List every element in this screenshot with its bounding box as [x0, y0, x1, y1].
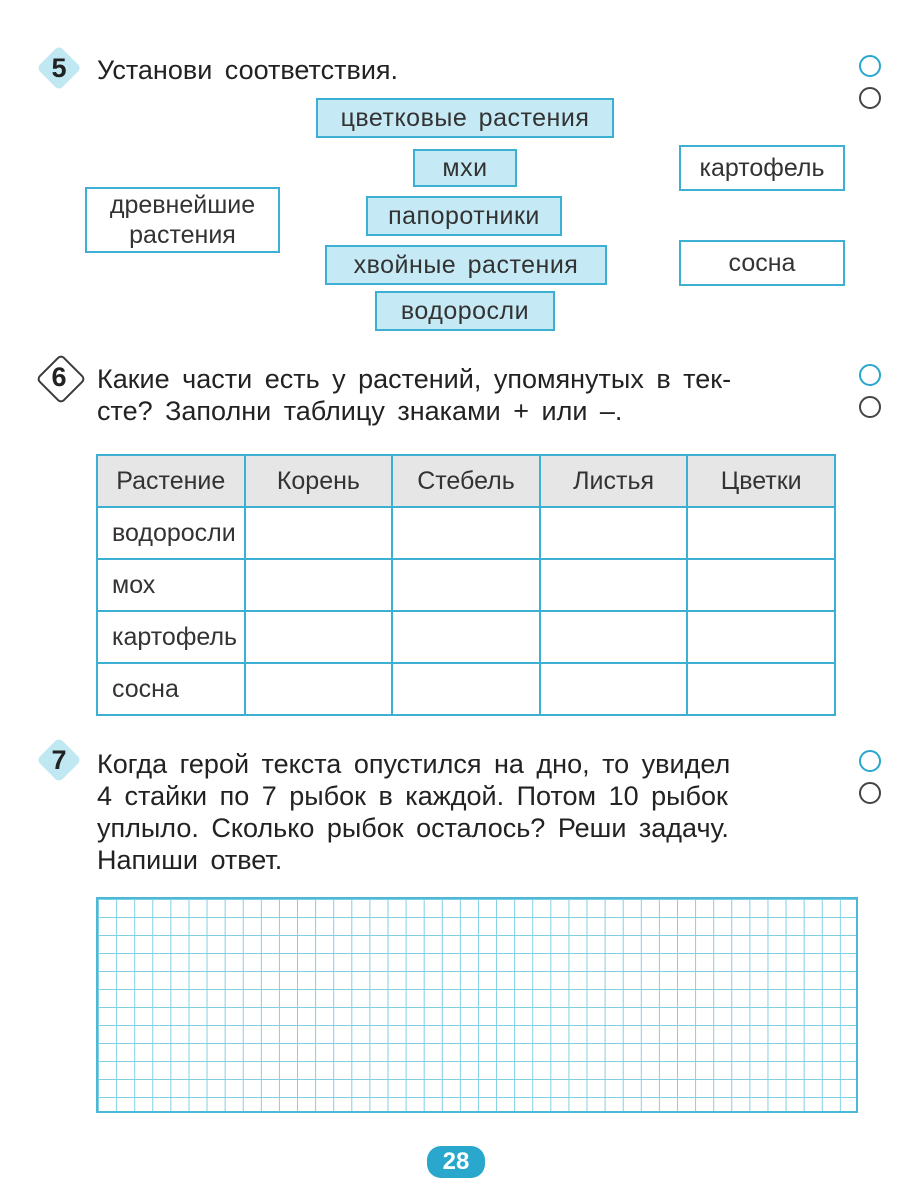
self-check-circle[interactable] [859, 87, 881, 109]
answer-cell[interactable] [687, 559, 835, 611]
self-check-circle[interactable] [859, 396, 881, 418]
self-check-circle-cyan[interactable] [859, 364, 881, 386]
row-plant-name: водоросли [97, 507, 245, 559]
answer-cell[interactable] [687, 611, 835, 663]
self-check-circle-cyan[interactable] [859, 55, 881, 77]
task-5-text: Установи соответствия. [97, 55, 399, 85]
answer-cell[interactable] [245, 559, 393, 611]
self-check-circle-cyan[interactable] [859, 750, 881, 772]
column-header-stem: Стебель [392, 455, 540, 507]
self-check-circle[interactable] [859, 782, 881, 804]
table-row [97, 507, 835, 559]
answer-cell[interactable] [245, 611, 393, 663]
plant-group-tag[interactable]: папоротники [366, 196, 562, 236]
answer-cell[interactable] [687, 663, 835, 715]
task-7-text-line-1: Когда герой текста опустился на дно, то увидел [97, 749, 731, 779]
answer-cell[interactable] [687, 507, 835, 559]
answer-grid-area[interactable] [96, 897, 858, 1113]
table-row [97, 559, 835, 611]
row-plant-name: картофель [97, 611, 245, 663]
task-5-number-badge: 5 [37, 46, 81, 90]
column-header-flowers: Цветки [687, 455, 835, 507]
task-7-text-line-3: уплыло. Сколько рыбок осталось? Реши задачу. [97, 813, 729, 843]
answer-cell[interactable] [540, 663, 688, 715]
column-header-root: Корень [245, 455, 393, 507]
table-row [97, 663, 835, 715]
task-7-text-line-2: 4 стайки по 7 рыбок в каждой. Потом 10 рыбок [97, 781, 728, 811]
table-row [97, 611, 835, 663]
plant-group-tag[interactable]: хвойные растения [325, 245, 607, 285]
answer-cell[interactable] [540, 507, 688, 559]
task-6-text-line-2: сте? Заполни таблицу знаками + или –. [97, 396, 623, 426]
plant-parts-table [96, 454, 836, 716]
answer-cell[interactable] [392, 507, 540, 559]
plant-group-tag[interactable]: цветковые растения [316, 98, 614, 138]
answer-cell[interactable] [245, 507, 393, 559]
left-category-box[interactable]: древнейшие растения [85, 187, 280, 253]
task-6-number-badge: 6 [37, 355, 81, 399]
answer-cell[interactable] [245, 663, 393, 715]
plant-group-tag[interactable]: водоросли [375, 291, 555, 331]
row-plant-name: мох [97, 559, 245, 611]
column-header-plant: Растение [97, 455, 245, 507]
right-plant-box[interactable]: картофель [679, 145, 845, 191]
answer-cell[interactable] [392, 559, 540, 611]
answer-cell[interactable] [392, 611, 540, 663]
row-plant-name: сосна [97, 663, 245, 715]
table-header-row [97, 455, 835, 507]
page-number: 28 [427, 1146, 485, 1178]
task-7-text-line-4: Напиши ответ. [97, 845, 283, 875]
right-plant-box[interactable]: сосна [679, 240, 845, 286]
plant-group-tag[interactable]: мхи [413, 149, 517, 187]
answer-cell[interactable] [540, 611, 688, 663]
answer-cell[interactable] [540, 559, 688, 611]
task-7-number-badge: 7 [37, 738, 81, 782]
answer-cell[interactable] [392, 663, 540, 715]
task-6-text-line-1: Какие части есть у растений, упомянутых в тек- [97, 364, 732, 394]
column-header-leaves: Листья [540, 455, 688, 507]
